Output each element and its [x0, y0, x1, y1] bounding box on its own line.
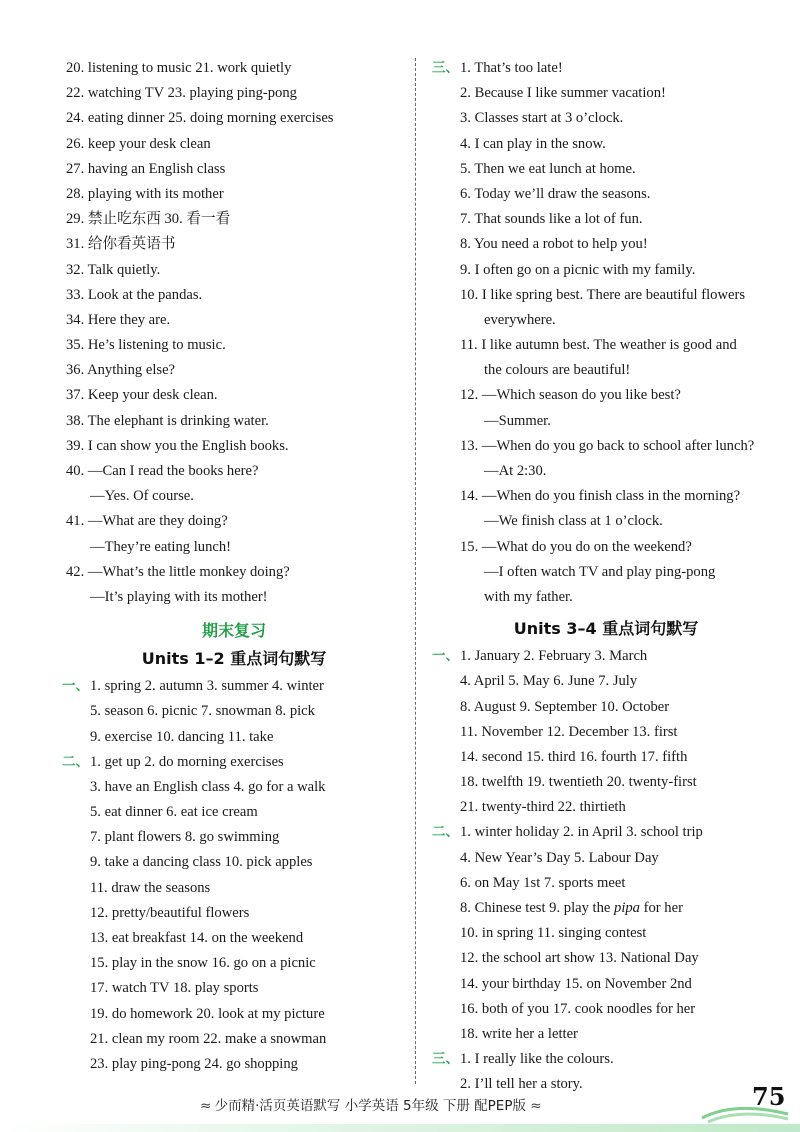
answer-line: —Summer.	[484, 412, 551, 429]
answer-line: 15. —What do you do on the weekend?	[460, 538, 692, 555]
answer-line: 4. I can play in the snow.	[460, 135, 606, 152]
answer-line	[62, 674, 402, 699]
pipa-italic: pipa	[614, 900, 640, 916]
answer-line: 18. write her a letter	[460, 1025, 578, 1042]
answer-text: 1. January 2. February 3. March	[460, 648, 648, 665]
answer-line: 11. I like autumn best. The weather is good and	[460, 337, 737, 354]
answer-line: —It’s playing with its mother!	[90, 588, 268, 605]
answer-line: —They’re eating lunch!	[90, 538, 232, 555]
section-marker-2: 二、	[62, 753, 89, 770]
answer-line	[432, 1047, 776, 1072]
answer-line: —We finish class at 1 o’clock.	[484, 513, 663, 530]
units-3-4-title: Units 3–4 重点词句默写	[513, 619, 699, 639]
page-number: 75	[752, 1082, 786, 1111]
answer-line: 3. have an English class 4. go for a walk	[90, 778, 326, 795]
answer-line	[432, 820, 776, 845]
answer-line	[436, 896, 776, 921]
section-marker-1: 一、	[432, 648, 459, 665]
answer-line: 41. —What are they doing?	[66, 513, 228, 530]
answer-line: 20. listening to music 21. work quietly	[66, 60, 292, 76]
answer-line: 14. —When do you finish class in the morning?	[460, 488, 741, 505]
answer-line: 2. Because I like summer vacation!	[460, 85, 666, 102]
answer-line: 21. twenty-third 22. thirtieth	[460, 799, 626, 816]
answer-line: 9. take a dancing class 10. pick apples	[90, 854, 313, 871]
answer-line: everywhere.	[484, 311, 556, 328]
answer-line	[432, 56, 776, 81]
answer-line: 17. watch TV 18. play sports	[90, 980, 259, 997]
answer-line: 27. having an English class	[66, 160, 226, 177]
answer-text: 8. Chinese test 9. play the	[460, 900, 615, 916]
answer-line: 37. Keep your desk clean.	[66, 387, 218, 404]
answer-line: 5. eat dinner 6. eat ice cream	[90, 804, 258, 821]
answer-line: 15. play in the snow 16. go on a picnic	[90, 955, 316, 972]
answer-line: —At 2:30.	[484, 463, 547, 479]
answer-text: 1. winter holiday 2. in April 3. school trip	[460, 824, 703, 841]
answer-line: 9. I often go on a picnic with my family.	[460, 261, 696, 278]
answer-line: 14. second 15. third 16. fourth 17. fifth	[460, 748, 688, 765]
bottom-decoration-band	[0, 1124, 800, 1132]
review-title: 期末复习	[201, 621, 266, 641]
answer-line: 5. season 6. picnic 7. snowman 8. pick	[90, 703, 315, 720]
answer-line: —I often watch TV and play ping-pong	[484, 563, 716, 580]
answer-line: 5. Then we eat lunch at home.	[460, 160, 636, 177]
answer-line: 21. clean my room 22. make a snowman	[90, 1030, 327, 1047]
answer-text: 1. That’s too late!	[460, 60, 563, 76]
answer-line: 11. November 12. December 13. first	[460, 723, 678, 740]
answer-line: 6. Today we’ll draw the seasons.	[460, 185, 651, 202]
section-marker-1: 一、	[62, 678, 89, 695]
page-footer	[200, 1094, 541, 1114]
answer-line: 12. —Which season do you like best?	[460, 387, 681, 404]
answer-line: 4. April 5. May 6. June 7. July	[460, 673, 638, 690]
answer-line	[432, 644, 776, 669]
answer-line: —Yes. Of course.	[90, 488, 194, 505]
answer-line: 34. Here they are.	[66, 311, 171, 328]
answer-line: 6. on May 1st 7. sports meet	[460, 874, 626, 891]
column-divider	[415, 58, 416, 1084]
answer-line: with my father.	[484, 588, 573, 605]
answer-line: the colours are beautiful!	[484, 362, 631, 379]
answer-line: 11. draw the seasons	[90, 879, 211, 896]
left-column	[62, 56, 402, 1077]
answer-line: 36. Anything else?	[66, 362, 176, 379]
answer-text: 1. spring 2. autumn 3. summer 4. winter	[90, 678, 324, 695]
answer-line: 10. I like spring best. There are beautiful flowers	[460, 286, 746, 303]
answer-text: 1. I really like the colours.	[460, 1051, 614, 1068]
units-1-2-title: Units 1–2 重点词句默写	[141, 649, 327, 669]
answer-line: 28. playing with its mother	[66, 185, 224, 202]
answer-line: 24. eating dinner 25. doing morning exercises	[66, 110, 334, 127]
answer-line: 33. Look at the pandas.	[66, 286, 203, 303]
answer-line: 8. You need a robot to help you!	[460, 236, 648, 253]
answer-line: 26. keep your desk clean	[66, 135, 211, 152]
answer-line: 14. your birthday 15. on November 2nd	[460, 975, 692, 992]
answer-line: 32. Talk quietly.	[66, 261, 161, 278]
answer-line: 22. watching TV 23. playing ping-pong	[66, 85, 297, 102]
section-marker-2: 二、	[432, 824, 459, 841]
answer-line: 16. both of you 17. cook noodles for her	[460, 1000, 696, 1017]
answer-line: 38. The elephant is drinking water.	[66, 412, 269, 429]
answer-line: 39. I can show you the English books.	[66, 437, 289, 454]
answer-line: 7. That sounds like a lot of fun.	[460, 211, 643, 228]
answer-line: 40. —Can I read the books here?	[66, 463, 259, 479]
answer-line: 35. He’s listening to music.	[66, 337, 226, 354]
answer-line: 7. plant flowers 8. go swimming	[90, 829, 280, 846]
answer-line: 29. 禁止吃东西 30. 看一看	[66, 211, 231, 228]
answer-line: 8. August 9. September 10. October	[460, 698, 670, 715]
answer-line: 3. Classes start at 3 o’clock.	[460, 110, 624, 127]
answer-text-tail: for her	[639, 900, 683, 916]
answer-line: 12. the school art show 13. National Day	[460, 950, 699, 967]
wave-right-icon: ≈	[530, 1098, 541, 1114]
answer-line: 13. eat breakfast 14. on the weekend	[90, 930, 304, 946]
answer-line: 10. in spring 11. singing contest	[460, 925, 647, 942]
answer-line: 19. do homework 20. look at my picture	[90, 1005, 325, 1022]
answer-line: 2. I’ll tell her a story.	[460, 1076, 583, 1093]
answer-text: 1. get up 2. do morning exercises	[90, 753, 284, 770]
section-marker-3: 三、	[432, 60, 459, 76]
answer-line: 18. twelfth 19. twentieth 20. twenty-first	[460, 774, 697, 791]
wave-left-icon: ≈	[200, 1098, 211, 1114]
answer-line	[62, 750, 402, 775]
answer-line: 9. exercise 10. dancing 11. take	[90, 728, 274, 745]
answer-line: 13. —When do you go back to school after lunch?	[460, 437, 755, 454]
answer-line: 23. play ping-pong 24. go shopping	[90, 1055, 298, 1072]
footer-text: 少而精·活页英语默写 小学英语 5年级 下册 配PEP版	[214, 1098, 526, 1114]
answer-line: 42. —What’s the little monkey doing?	[66, 563, 290, 580]
section-marker-3: 三、	[432, 1051, 459, 1068]
answer-line: 31. 给你看英语书	[66, 236, 176, 253]
answer-line: 12. pretty/beautiful flowers	[90, 904, 250, 921]
answer-line: 4. New Year’s Day 5. Labour Day	[460, 849, 659, 866]
right-column	[432, 56, 776, 1098]
